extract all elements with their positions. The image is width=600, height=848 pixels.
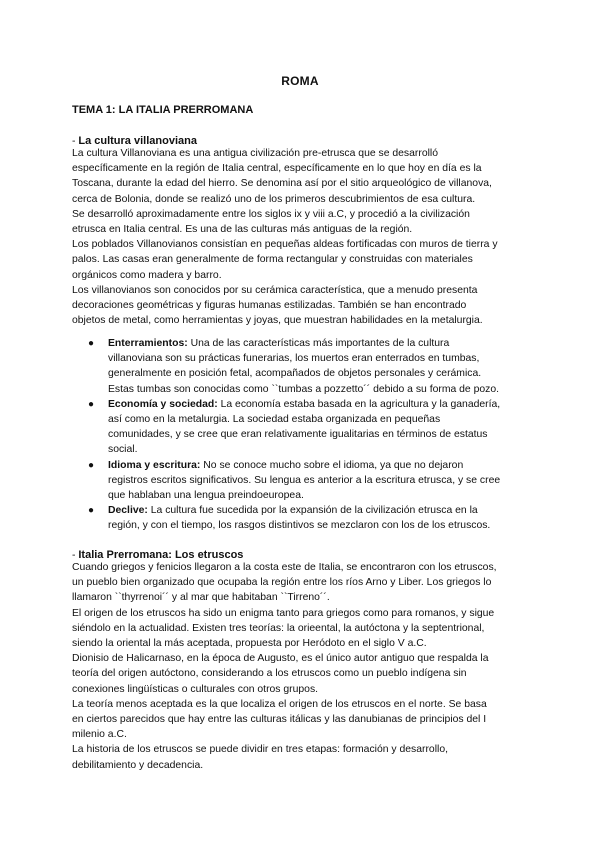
text-line: registros escritos significativos. Su lengua es anterior a la escritura etrusca, y se cree (108, 474, 501, 486)
bullet-icon: ● (88, 398, 95, 410)
bullet-text: Una de las características más importantes de la cultura (187, 338, 450, 349)
bullet-text: La economía estaba basada en la agricultura y la ganadería, (217, 398, 501, 410)
bullet-icon: ● (88, 459, 95, 471)
text-line: palos. Las casas eran generalmente de forma rectangular y construidas con materiales (72, 254, 473, 266)
text-line: región, y con el tiempo, los rasgos distintivos se mezclaron con los de los etruscos. (108, 520, 491, 532)
text-line: generalmente en posición fetal, acompañados de objetos personales y cerámica. (108, 368, 482, 380)
text-line (108, 336, 532, 351)
text-line: en ciertos parecidos que hay entre las culturas itálicas y las danubianas de principios del I (72, 714, 487, 726)
bullet-label: Enterramientos: (108, 338, 188, 349)
bullet-item (72, 336, 532, 397)
text-line: que hablaban una lengua preindoeuropea. (108, 490, 304, 502)
text-line: Dionisio de Halicarnaso, en la época de Augusto, es el único autor antiguo que respalda la (72, 653, 489, 665)
bullet-item (72, 503, 532, 533)
section2-heading-text: Italia Prerromana: Los etruscos (78, 549, 244, 561)
text-line: cerca de Bolonia, donde se realizó uno de los primeros descubrimientos de esa cultura. (72, 193, 476, 205)
text-line: objetos de metal, como herramientas y joyas, que muestran habilidades en la metalurgia. (72, 315, 483, 327)
section2-paragraph (72, 560, 532, 773)
bullet-text: No se conoce mucho sobre el idioma, ya que no dejaron (200, 459, 464, 471)
bullet-list (72, 336, 532, 534)
text-line: El origen de los etruscos ha sido un enigma tanto para griegos como para romanos, y sigue (72, 607, 495, 619)
text-line (108, 458, 532, 473)
document-title: ROMA (281, 74, 319, 88)
section1-heading-prefix: - (72, 136, 79, 147)
text-line: específicamente en la región de Italia central, específicamente en lo que hoy en día es la (72, 163, 482, 175)
text-line: etrusca en Italia central. Es una de las culturas más antiguas de la región. (72, 224, 413, 236)
bullet-icon: ● (88, 505, 95, 517)
text-line: La teoría menos aceptada es la que localiza el origen de los etruscos en el norte. Se basa (72, 698, 487, 710)
bullet-label: Economía y sociedad: (108, 398, 218, 410)
section1-paragraph (72, 146, 532, 328)
bullet-label: Idioma y escritura: (108, 459, 201, 471)
section2-heading-prefix: - (72, 550, 79, 561)
section1-bullet-list (72, 336, 532, 534)
text-line: Cuando griegos y fenicios llegaron a la costa este de Italia, se encontraron con los etruscos, (72, 562, 497, 573)
text-line: así como en la metalurgia. La sociedad estaba organizada en pequeñas (108, 414, 441, 426)
text-line: un pueblo bien organizado que ocupaba la región entre los ríos Arno y Liber. Los griegos lo (72, 577, 492, 589)
bullet-item (72, 458, 532, 504)
text-line: La cultura Villanoviana es una antigua civilización pre-etrusca que se desarrolló (72, 148, 439, 159)
text-line: Los villanovianos son conocidos por su cerámica característica, que a menudo presenta (72, 284, 478, 296)
text-line: Estas tumbas son conocidas como ``tumbas a pozzetto´´ debido a su forma de pozo. (108, 383, 500, 395)
text-line: siendo la oriental la más aceptada, propuesta por Heródoto en el siglo V a.C. (72, 638, 427, 650)
bullet-item (72, 397, 532, 458)
text-line: orgánicos como madera y barro. (72, 269, 222, 281)
text-line: social. (108, 444, 138, 456)
text-line: La historia de los etruscos se puede dividir en tres etapas: formación y desarrollo, (72, 744, 448, 756)
text-line: conexiones lingüísticas o culturales con otros grupos. (72, 683, 319, 695)
bullet-icon: ● (88, 338, 95, 349)
text-line: Toscana, durante la edad del hierro. Se denomina así por el sitio arqueológico de villanova, (72, 178, 492, 190)
text-line: comunidades, y se cree que eran relativamente igualitarias en términos de estatus (108, 429, 488, 441)
text-line: llamaron ``thyrrenoi´´ y al mar que habitaban ``Tirreno´´. (72, 592, 330, 604)
bullet-label: Declive: (108, 505, 148, 517)
tema-heading: TEMA 1: LA ITALIA PRERROMANA (72, 104, 254, 116)
section1-heading-text: La cultura villanoviana (78, 135, 197, 147)
text-line: teoría del origen autóctono, considerando a los etruscos como un pueblo indígena sin (72, 668, 467, 680)
text-line: milenio a.C. (72, 729, 127, 741)
text-line: Se desarrolló aproximadamente entre los siglos ix y viii a.C, y procedió a la civilización (72, 208, 470, 220)
text-line: debilitamiento y decadencia. (72, 759, 204, 771)
text-line (108, 397, 532, 412)
text-line: decoraciones geométricas y figuras humanas estilizadas. También se han encontrado (72, 300, 467, 312)
text-line: villanoviana son su prácticas funerarias, los muertos eran enterrados en tumbas, (108, 353, 480, 365)
text-line: Los poblados Villanovianos consistían en pequeñas aldeas fortificadas con muros de tierra y (72, 239, 498, 251)
bullet-text: La cultura fue sucedida por la expansión de la civilización etrusca en la (147, 505, 478, 517)
text-line: siéndolo en la actualidad. Existen tres teorías: la orieental, la autóctona y la septentrional, (72, 622, 485, 634)
text-line (108, 503, 532, 518)
